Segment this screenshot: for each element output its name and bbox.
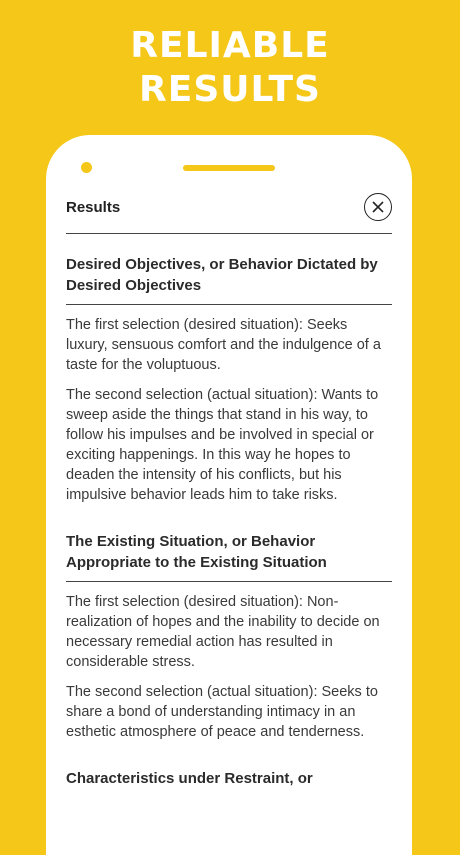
section-paragraph: The second selection (actual situation): Wants to sweep aside the things that stand in his way, to follow his impulses and be involved in special or exciting happenings. In this way he hopes to deaden the intensity of his conflicts, but his impulsive behavior leads him to take risks.: [66, 387, 379, 503]
section-heading: Characteristics under Restraint, or: [66, 770, 313, 787]
section-paragraph: The second selection (actual situation): Seeks to share a bond of understanding intimacy in an esthetic atmosphere of peace and tenderness.: [66, 684, 378, 740]
close-button[interactable]: [364, 193, 392, 221]
results-title: Results: [66, 199, 121, 216]
section-characteristics-restraint: [66, 748, 392, 797]
headline-line-2: RESULTS: [139, 69, 321, 110]
section-paragraph: The first selection (desired situation): Seeks luxury, sensuous comfort and the indulgence of a taste for the voluptuous.: [66, 317, 381, 373]
speaker-slot: [183, 165, 275, 171]
section-paragraph: The first selection (desired situation): Non-realization of hopes and the inability to decide on necessary remedial action has resulted in considerable stress.: [66, 594, 380, 670]
camera-dot: [81, 162, 92, 173]
results-panel: [66, 193, 392, 803]
section-heading: The Existing Situation, or Behavior Appropriate to the Existing Situation: [66, 511, 392, 582]
section-heading: Desired Objectives, or Behavior Dictated by Desired Objectives: [66, 234, 392, 305]
phone-frame: [46, 135, 412, 855]
promo-headline: [0, 24, 460, 112]
section-existing-situation: [66, 511, 392, 742]
section-desired-objectives: [66, 234, 392, 505]
close-circle-icon: [371, 200, 385, 214]
results-header: [66, 193, 392, 234]
headline-line-1: RELIABLE: [130, 25, 330, 66]
